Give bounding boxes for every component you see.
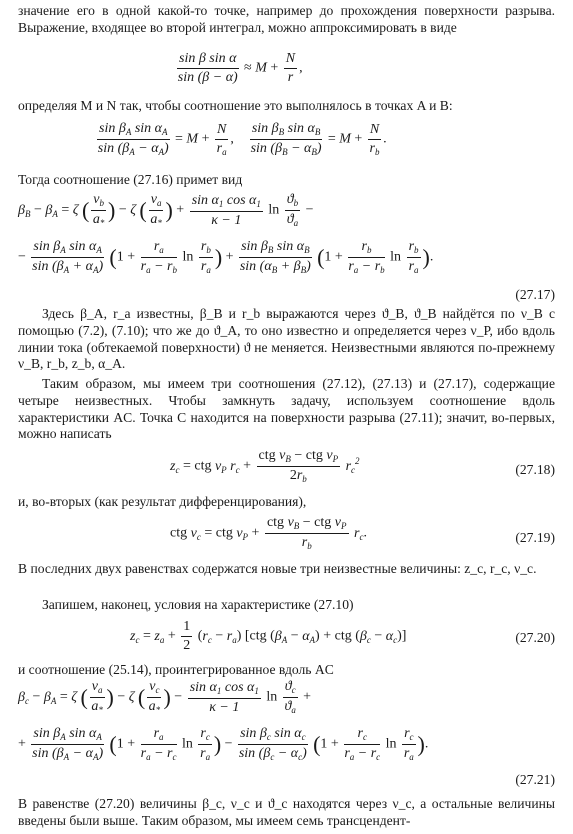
equation-27-17-line1: $\beta_B - \beta_A = \zeta$ ( $\frac{v_b}{a_*}$ ) − ζ ( $\frac{v_a}{a_*}$ ) + $\frac{\sin \alpha_1 \cos \alpha_1}{\kappa - 1}$ ln $\frac{ϑ_b}{ϑ_a}$ − bbox=[18, 192, 314, 228]
paragraph-8: Запишем, наконец, условия на характеристике (27.10) bbox=[42, 597, 354, 612]
equation-27-17-line2: − $\frac{\sin \beta_A \sin \alpha_A}{\sin (\beta_A + \alpha_A)}$ (1 + $\frac{r_a}{r_a - r_b}$ ln $\frac{r_b}{r_a}$ ) + $\frac{\sin \beta_B \sin \alpha_B}{\sin (\alpha_B + \beta_B)}$ (1 + $\frac{r_b}{r_a - r_b}$ ln $\frac{r_b}{r_a}$ ). bbox=[18, 239, 434, 275]
equation-27-19: ctg $\nu_c$ = ctg $\nu_P$ + ctg $\nu_B$ − ctg $\nu_P$ $r_b$ $r_c$. bbox=[170, 515, 367, 551]
paragraph-1: значение его в одной какой-то точке, например до прохождения поверхности разрыва. Выражение, входящее во второй интеграл, можно аппроксимировать в виде bbox=[18, 3, 555, 35]
equation-number-27-19: (27.19) bbox=[515, 530, 555, 545]
formula-approximation: $\frac{\text{sin β sin α}}{\sin (\beta - \alpha)}$ ≈ M + $\frac{N}{r}$ , bbox=[177, 51, 303, 85]
paragraph-2: определяя M и N так, чтобы соотношение это выполнялось в точках A и B: bbox=[18, 98, 453, 113]
equation-number-27-17: (27.17) bbox=[515, 287, 555, 302]
paragraph-5: Таким образом, мы имеем три соотношения (27.12), (27.13) и (27.17), содержащие четыре неизвестных. Чтобы замкнуть задачу, используем соотношение вдоль характеристики AC. Точка C находится на поверхности разрыва (27.11); значит, во-первых, можно написать bbox=[18, 376, 555, 442]
paragraph-6: и, во-вторых (как результат дифференцирования), bbox=[18, 494, 307, 509]
equation-number-27-21: (27.21) bbox=[515, 772, 555, 787]
equation-27-21-line1: $\beta_c - \beta_A = \zeta$ ( $\frac{v_a}{a_*}$ ) − ζ ( $\frac{v_c}{a_*}$ ) − $\frac{\sin \alpha_1 \cos \alpha_1}{\kappa - 1}$ ln $\frac{ϑ_c}{ϑ_a}$ + bbox=[18, 679, 312, 715]
equation-27-18: $z_c$ = ctg $\nu_P$ $r_c$ + ctg $\nu_B$ − ctg $\nu_P$ $2r_b$ $r_c^2$ bbox=[170, 448, 360, 484]
equation-number-27-18: (27.18) bbox=[515, 462, 555, 477]
paragraph-7: В последних двух равенствах содержатся новые три неизвестные величины: z_c, r_c, ν_c. bbox=[18, 561, 537, 576]
formula-points-a-b: $\frac{\sin \beta_A \sin \alpha_A}{\sin (\beta_A - \alpha_A)}$ = M + $\frac{N}{r_a}$ , $\frac{\sin \beta_B \sin \alpha_B}{\sin (\beta_B - \alpha_B)}$ = M + $\frac{N}{r_b}$ . bbox=[97, 121, 387, 157]
equation-27-21-line2: + $\frac{\sin \beta_A \sin \alpha_A}{\sin (\beta_A - \alpha_A)}$ (1 + $\frac{r_a}{r_a - r_c}$ ln $\frac{r_c}{r_a}$ ) − $\frac{\sin \beta_c \sin \alpha_c}{\sin (\beta_c - \alpha_c)}$ (1 + $\frac{r_c}{r_a - r_c}$ ln $\frac{r_c}{r_a}$ ). bbox=[18, 726, 429, 762]
paragraph-9: и соотношение (25.14), проинтегрированное вдоль AC bbox=[18, 662, 334, 677]
paragraph-3: Тогда соотношение (27.16) примет вид bbox=[18, 172, 243, 187]
equation-number-27-20: (27.20) bbox=[515, 630, 555, 645]
paragraph-4: Здесь β_A, r_a известны, β_B и r_b выражаются через ϑ_B, ϑ_B найдётся по ν_B с помощью (7.2), (7.10); что же до ϑ_A, то оно известно и определяется через ν_P, ибо вдоль линии тока (обтекаемой поверхности) ϑ не меняется. Неизвестными являются по-прежнему ν_B, r_b, z_b, α_A. bbox=[18, 306, 555, 372]
equation-27-20: $z_c = z_a$ + $\frac{1}{2}$ $(r_c - r_a)$ [ctg $(\beta_A - \alpha_A)$ + ctg $(\beta_c - \alpha_c)$] bbox=[130, 619, 407, 653]
paragraph-10: В равенстве (27.20) величины β_c, ν_c и ϑ_c находятся через ν_c, а остальные величины введены были выше. Таким образом, мы имеем семь трансцендент- bbox=[18, 796, 555, 828]
